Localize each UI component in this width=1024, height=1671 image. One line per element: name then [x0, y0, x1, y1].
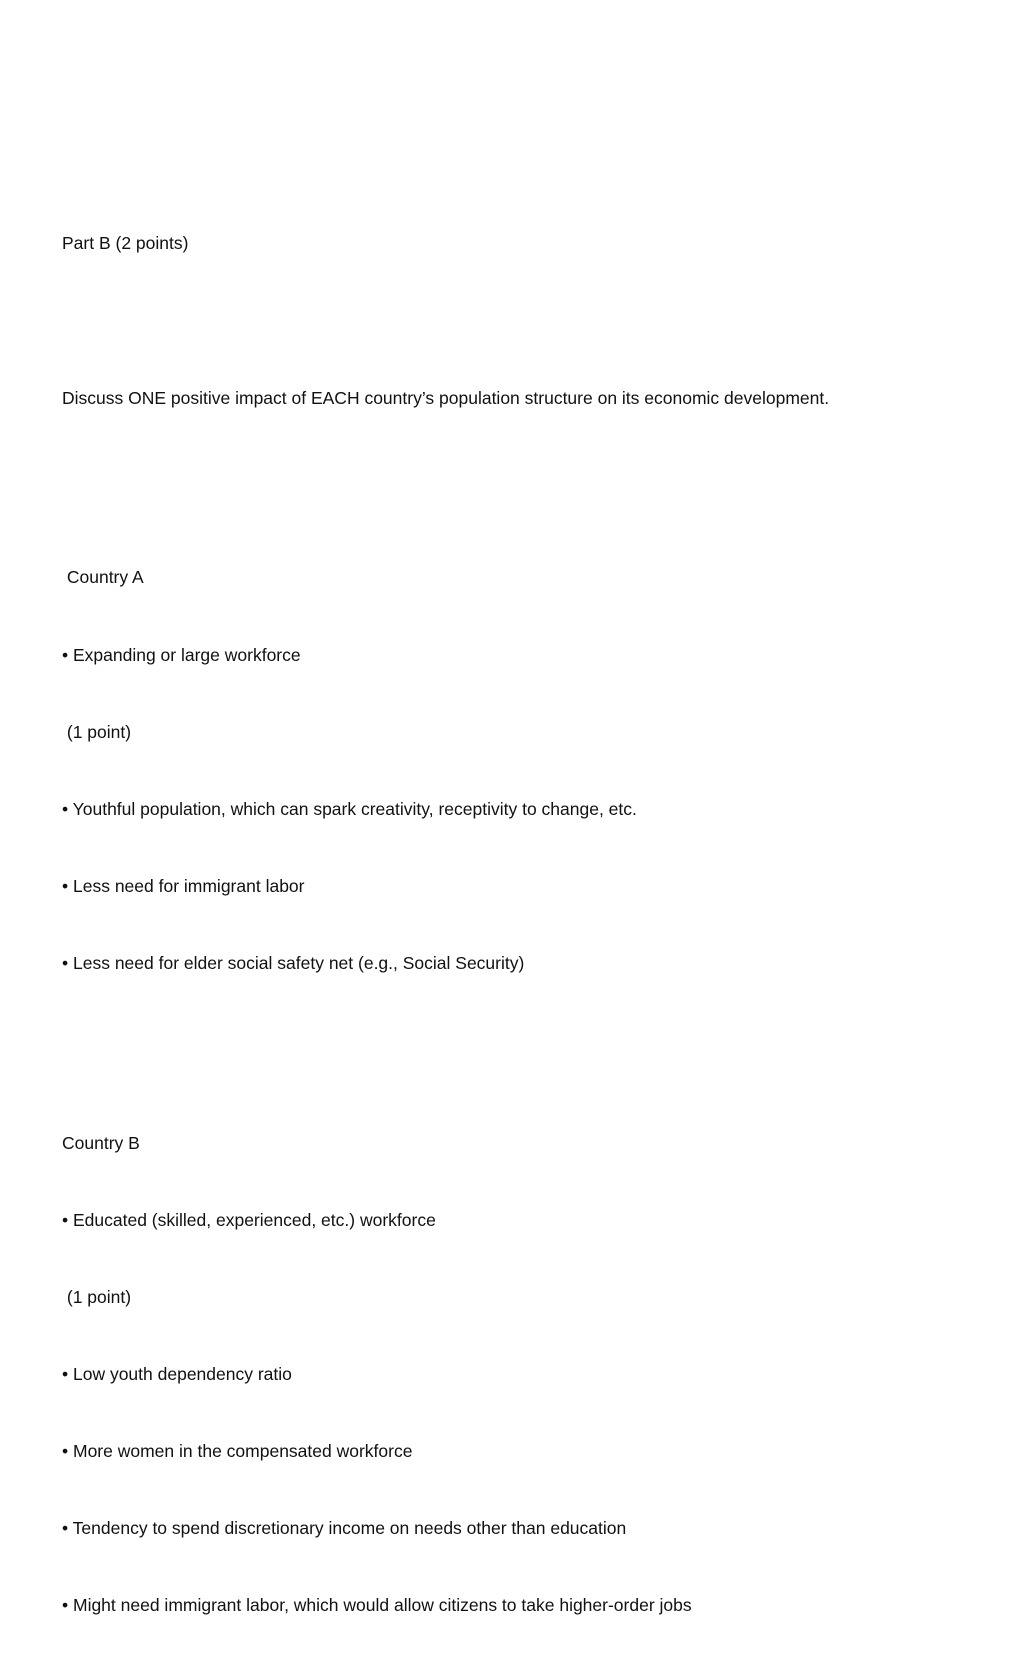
- country-b-bullet: • Educated (skilled, experienced, etc.) workforce: [62, 1209, 436, 1230]
- blank-line: [62, 309, 982, 335]
- slide-text-body: [62, 180, 982, 1671]
- country-b-points: (1 point): [62, 1287, 132, 1308]
- country-b-bullet: • Low youth dependency ratio: [62, 1364, 292, 1385]
- part-title: Part B (2 points): [62, 233, 189, 254]
- country-a-bullet: • Youthful population, which can spark creativity, receptivity to change, etc.: [62, 798, 637, 819]
- country-a-bullet: • Less need for immigrant labor: [62, 875, 305, 896]
- country-b-bullet: • More women in the compensated workforce: [62, 1441, 413, 1462]
- country-a-bullet: • Less need for elder social safety net (e.g., Social Security): [62, 952, 525, 973]
- question-prompt: Discuss ONE positive impact of EACH country’s population structure on its economic development.: [62, 387, 830, 408]
- country-b-bullet: • Might need immigrant labor, which would allow citizens to take higher-order jobs: [62, 1595, 692, 1616]
- blank-line: [62, 1028, 982, 1054]
- country-a-heading: Country A: [62, 567, 144, 588]
- country-b-bullet: • Tendency to spend discretionary income on needs other than education: [62, 1518, 627, 1539]
- country-a-bullet: • Expanding or large workforce: [62, 644, 301, 665]
- country-a-points: (1 point): [62, 721, 132, 742]
- blank-line: [62, 463, 982, 489]
- country-b-heading: Country B: [62, 1132, 140, 1153]
